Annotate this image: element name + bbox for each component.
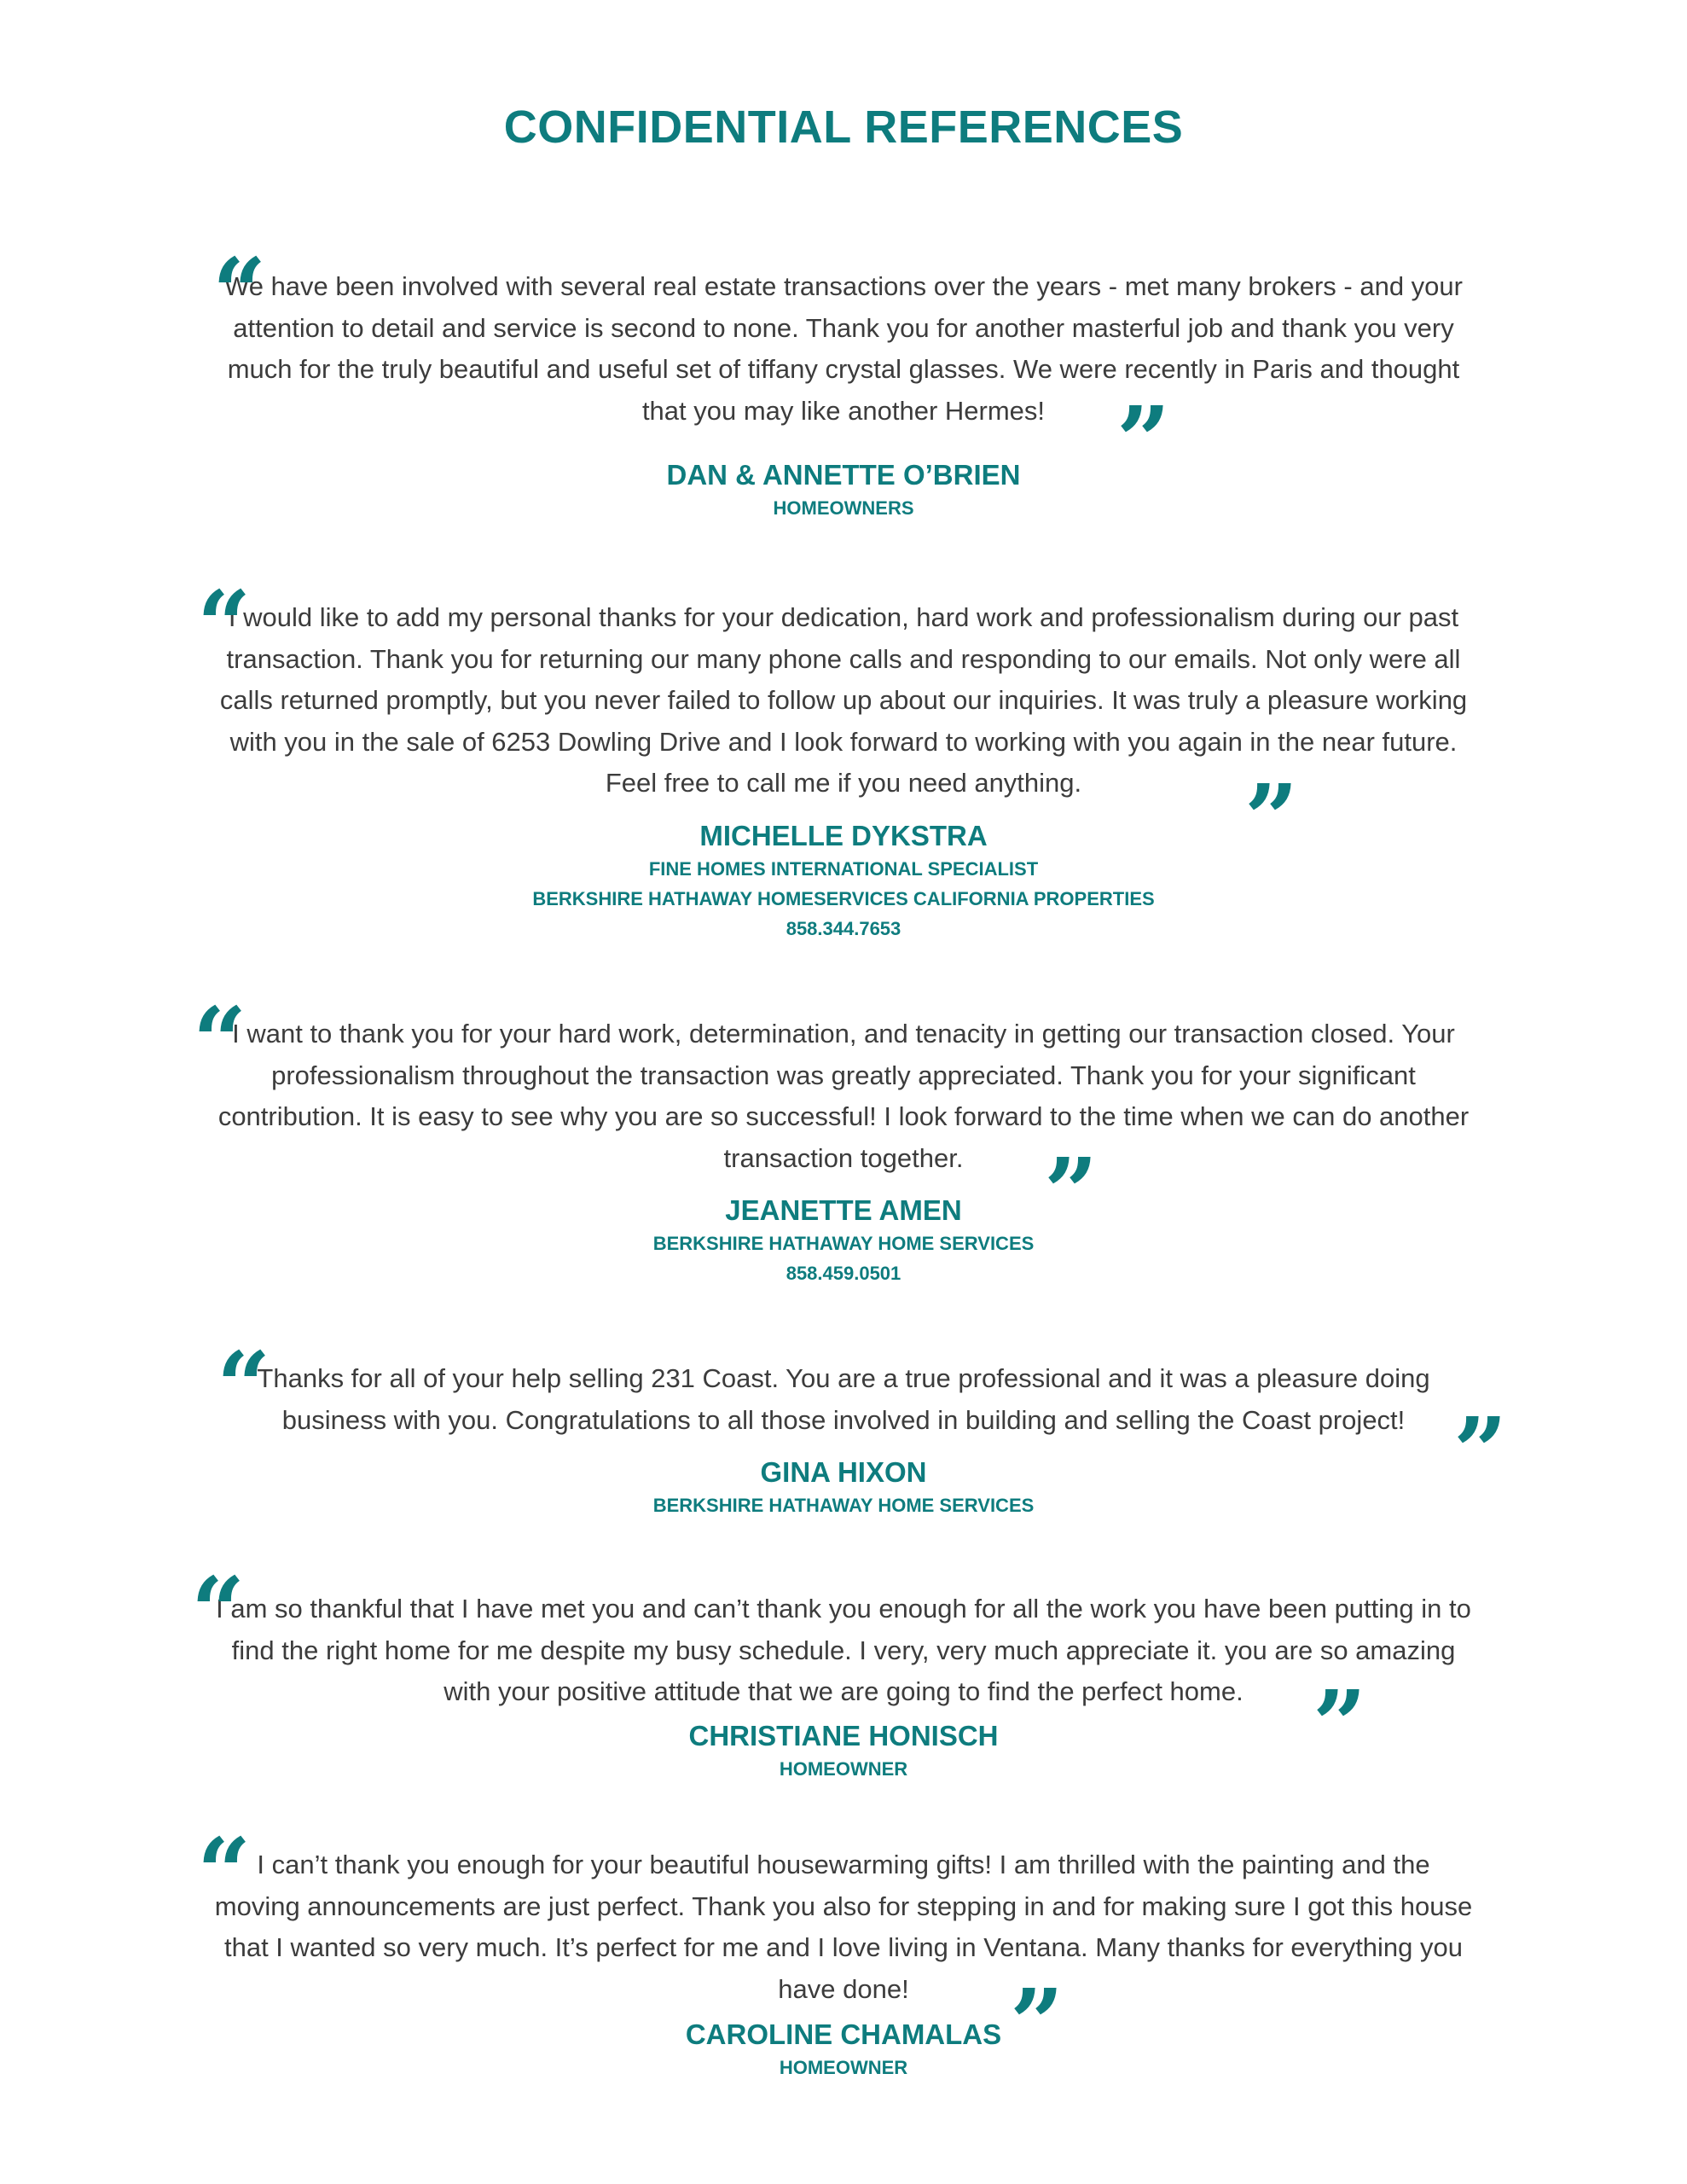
close-quote-icon: ” (1010, 1968, 1064, 2078)
attribution (0, 2017, 1687, 2082)
reference-company: BERKSHIRE HATHAWAY HOME SERVICES (652, 1495, 1035, 1516)
reference-phone: 858.459.0501 (786, 1263, 901, 1284)
attribution (0, 1455, 1687, 1520)
close-quote-icon: ” (1244, 764, 1299, 874)
reference-name: DAN & ANNETTE O’BRIEN (666, 459, 1021, 491)
attribution (0, 1193, 1687, 1288)
testimonial-text: I am so thankful that I have met you and can’t thank you enough for all the work you have been putting in to find the right home for me despite my busy schedule. I very, very much appreciate it. you are so amazing with your positive attitude that we are going to find the perfect home. (216, 1594, 1471, 1706)
close-quote-icon: ” (1116, 386, 1171, 496)
open-quote-icon: “ (197, 570, 252, 680)
open-quote-icon: “ (212, 237, 267, 347)
reference-name: CHRISTIANE HONISCH (688, 1719, 999, 1751)
reference-title: HOMEOWNER (779, 2057, 908, 2078)
testimonial-2 (0, 570, 1687, 944)
open-quote-icon: “ (197, 1817, 252, 1927)
reference-phone: 858.344.7653 (786, 917, 901, 939)
testimonial-4 (0, 1331, 1687, 1520)
reference-name: CAROLINE CHAMALAS (685, 2018, 1002, 2050)
reference-title: HOMEOWNER (779, 1757, 908, 1780)
attribution (0, 1718, 1687, 1784)
attribution (0, 457, 1687, 523)
close-quote-icon: ” (1044, 1137, 1099, 1247)
open-quote-icon: “ (191, 1556, 246, 1666)
testimonial-5 (0, 1556, 1687, 1784)
close-quote-icon: ” (1453, 1397, 1508, 1507)
page-title: CONFIDENTIAL REFERENCES (503, 102, 1184, 153)
testimonial-text: We have been involved with several real estate transactions over the years - met many brokers - and your attention to detail and service is second to none. Thank you for another masterful job and thank you very much for the truly beautiful and useful set of tiffany crystal glasses. We were recently in Paris and thought that you may like another Hermes! (224, 271, 1463, 426)
testimonial-text: I can’t thank you enough for your beautiful housewarming gifts! I am thrilled with the painting and the moving announcements are just perfect. Thank you also for stepping in and for making sure I got this house that I wanted so very much. It’s perfect for me and I love living in Ventana. Many thanks for everything you have done! (214, 1850, 1473, 2004)
testimonial-1 (0, 237, 1687, 523)
testimonial-text: Thanks for all of your help selling 231 Coast. You are a true professional and it was a pleasure doing business with you. Congratulations to all those involved in building and selling the Coast project! (257, 1363, 1430, 1435)
attribution (0, 818, 1687, 944)
testimonial-text: I would like to add my personal thanks for your dedication, hard work and professionalism during our past transaction. Thank you for returning our many phone calls and responding to our emails. Not only were all calls returned promptly, but you never failed to follow up about our inquiries. It was truly a pleasure working with you in the sale of 6253 Dowling Drive and I look forward to working with you again in the near future. Feel free to call me if you need anything. (219, 602, 1468, 798)
reference-name: GINA HIXON (760, 1456, 927, 1488)
testimonial-3 (0, 986, 1687, 1288)
reference-name: MICHELLE DYKSTRA (699, 819, 988, 851)
close-quote-icon: ” (1313, 1670, 1367, 1780)
reference-company: BERKSHIRE HATHAWAY HOMESERVICES CALIFORNIA PROPERTIES (532, 887, 1155, 909)
testimonial-6 (0, 1817, 1687, 2082)
reference-name: JEANETTE AMEN (725, 1194, 962, 1226)
open-quote-icon: “ (217, 1331, 271, 1441)
reference-title: FINE HOMES INTERNATIONAL SPECIALIST (648, 857, 1039, 880)
reference-company: BERKSHIRE HATHAWAY HOME SERVICES (652, 1233, 1035, 1254)
testimonial-text: I want to thank you for your hard work, determination, and tenacity in getting our transaction closed. Your professionalism throughout the transaction was greatly appreciated. Thank you for your significant contribution. It is easy to see why you are so successful! I look forward to the time when we can do another transaction together. (217, 1019, 1470, 1173)
open-quote-icon: “ (193, 986, 247, 1096)
reference-title: HOMEOWNERS (773, 497, 914, 519)
